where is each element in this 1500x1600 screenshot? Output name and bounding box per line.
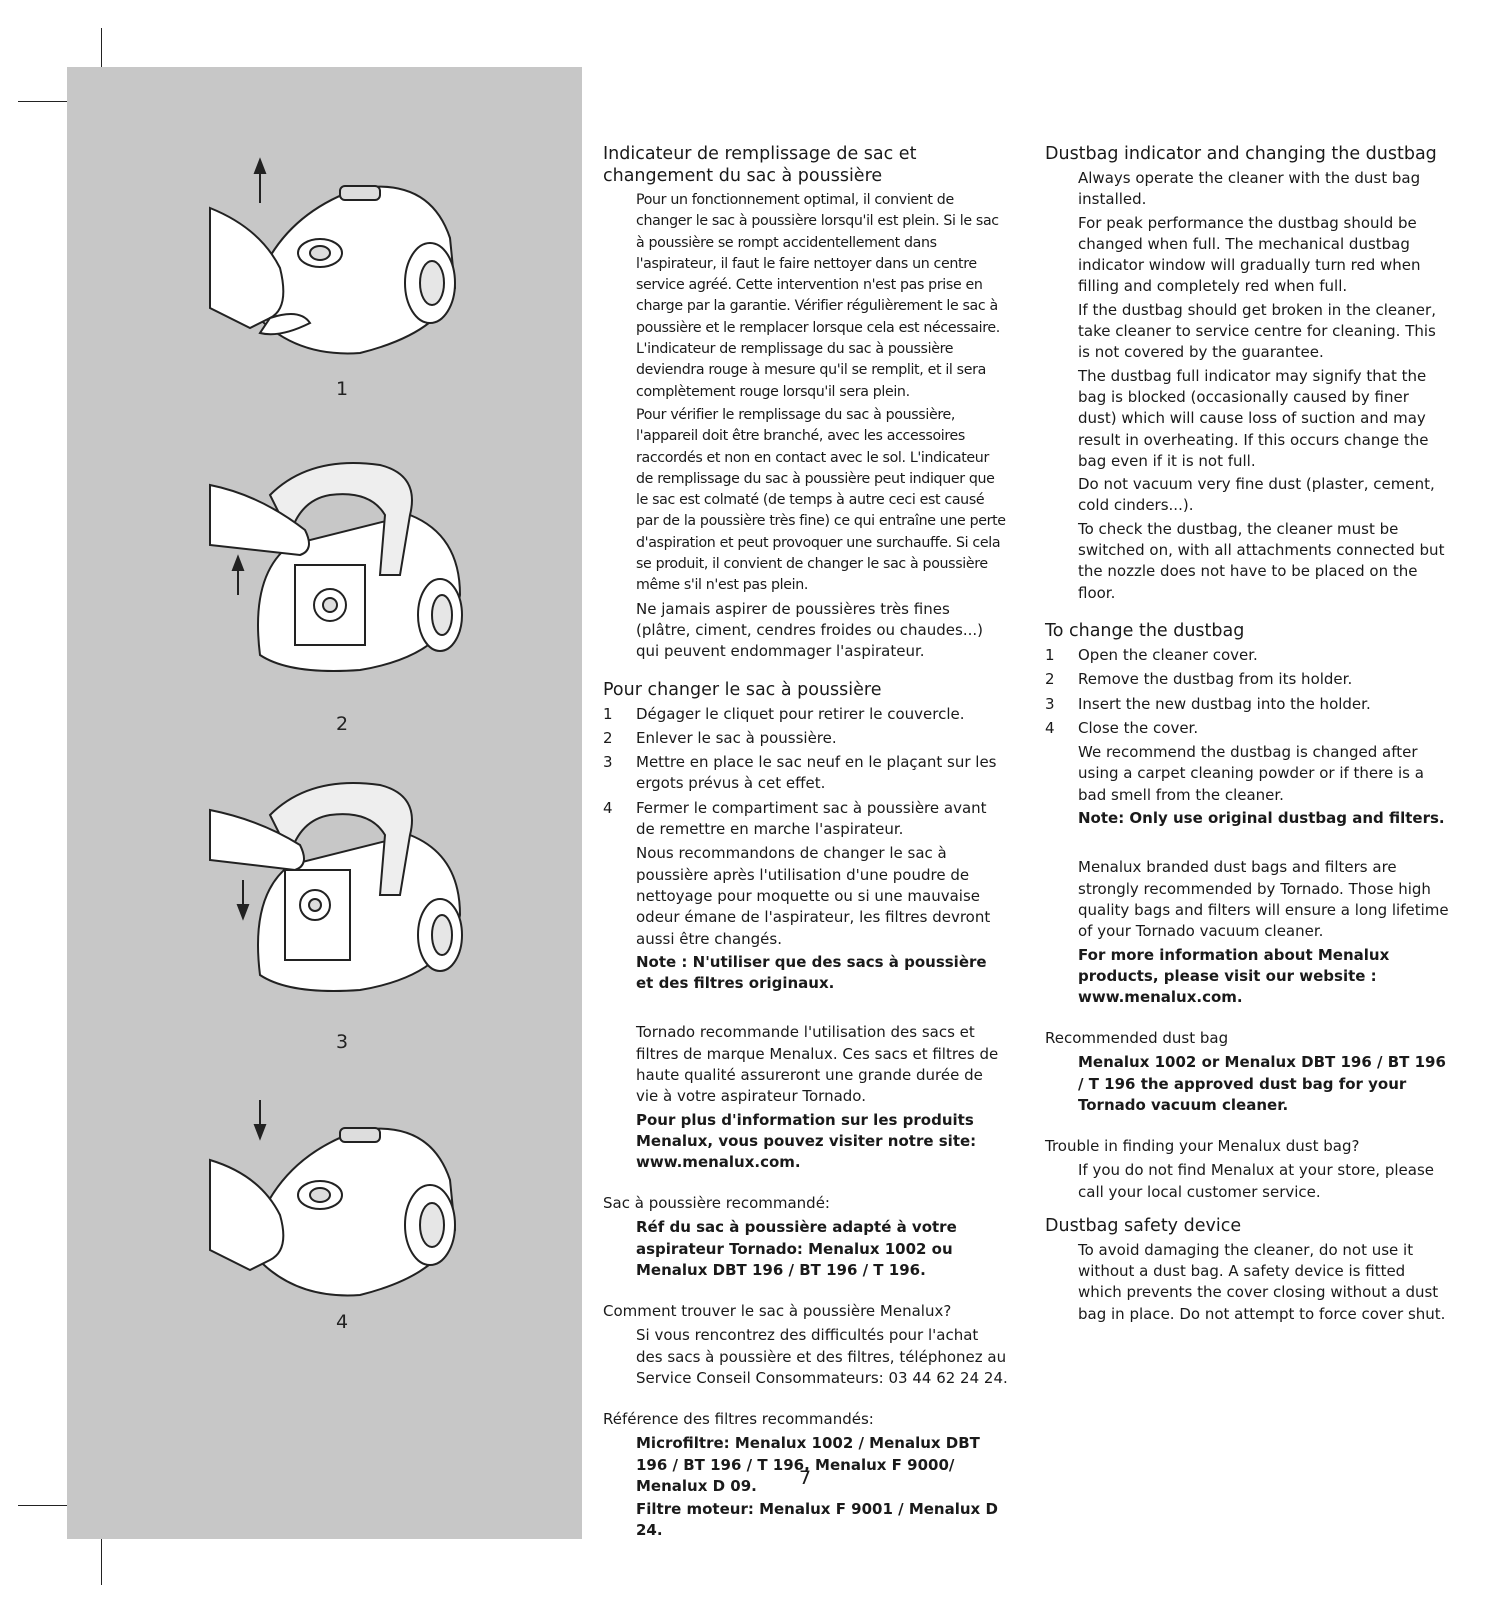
website-note: For more information about Menalux products, please visit our website : www.menalux.com. (1078, 945, 1390, 1007)
figure-1-illustration (210, 158, 470, 388)
step-text: Enlever le sac à poussière. (636, 728, 837, 747)
paragraph: The dustbag full indicator may signify that the bag is blocked (occasionally caused by finer dust) which will cause loss of suction and may result in overheating. If this occurs change the bag even if it is not full. (1078, 366, 1429, 470)
paragraph: Pour un fonctionnement optimal, il convient de changer le sac à poussière lorsqu'il est plein. Si le sac à poussière se rompt accidentellement dans l'aspirateur, il faut le faire nettoyer dans un centre service agréé. Cette intervention n'est pas prise en charge par la garantie. Vérifier régulièrement le sac à poussière et le remplacer lorsque cela est nécessaire. L'indicateur de remplissage du sac à poussière deviendra rouge à mesure qu'il se remplit, et il sera complètement rouge lorsqu'il sera plein. (636, 192, 1000, 400)
page-number: 7 (798, 1467, 812, 1489)
note: Note : N'utiliser que des sacs à poussière et des filtres originaux. (636, 952, 987, 993)
section-heading: Dustbag indicator and changing the dustbag (1045, 144, 1437, 164)
paragraph: To avoid damaging the cleaner, do not use it without a dust bag. A safety device is fitted which prevents the cover closing without a dust bag in place. Do not attempt to force cover shut. (1078, 1240, 1446, 1323)
step-item (603, 704, 1008, 725)
step-item (603, 798, 1008, 841)
step-number: 2 (603, 728, 613, 747)
step-item (1045, 694, 1450, 715)
paragraph: Microfiltre: Menalux 1002 / Menalux DBT 196 / BT 196 / T 196, Menalux F 9000/ Menalux D 09. (636, 1434, 980, 1495)
paragraph: If you do not find Menalux at your store, please call your local customer service. (1078, 1161, 1435, 1201)
step-number: 3 (1045, 694, 1055, 713)
figure-2-number: 2 (335, 713, 349, 735)
french-column (603, 143, 1008, 1544)
paragraph: If the dustbag should get broken in the cleaner, take cleaner to service centre for cleaning. This is not covered by the guarantee. (1078, 300, 1436, 362)
step-text: Open the cleaner cover. (1078, 645, 1258, 664)
step-text: Insert the new dustbag into the holder. (1078, 694, 1371, 713)
note: Note: Only use original dustbag and filters. (1078, 809, 1445, 828)
paragraph: Pour vérifier le remplissage du sac à poussière, l'appareil doit être branché, avec les accessoires raccordés et non en contact avec le sol. L'indicateur de remplissage du sac à poussière peut indiquer que le sac est colmaté (de temps à autre ceci est causé par de la poussière très fine) ce qui entraîne une perte d'aspiration et peut provoquer une surchauffe. Si cela se produit, il convient de changer le sac à poussière même s'il n'est pas plein. (636, 406, 1006, 594)
paragraph: Menalux branded dust bags and filters are strongly recommended by Tornado. Those high quality bags and filters will ensure a long lifetime of your Tornado vacuum cleaner. (1078, 858, 1449, 941)
paragraph: We recommend the dustbag is changed after using a carpet cleaning powder or if there is a bad smell from the cleaner. (1078, 743, 1424, 804)
paragraph: Nous recommandons de changer le sac à poussière après l'utilisation d'une poudre de nettoyage pour moquette ou si une mauvaise odeur émane de l'aspirateur, les filtres devront aussi être changés. (636, 844, 991, 948)
section-heading: Dustbag safety device (1045, 1215, 1242, 1236)
paragraph: Menalux 1002 or Menalux DBT 196 / BT 196 / T 196 the approved dust bag for your Tornado vacuum cleaner. (1078, 1053, 1446, 1114)
paragraph: Filtre moteur: Menalux F 9001 / Menalux D 24. (636, 1500, 998, 1540)
figure-2-illustration (210, 455, 470, 685)
subheading: Comment trouver le sac à poussière Menalux? (603, 1302, 952, 1321)
step-number: 3 (603, 753, 613, 772)
paragraph: Ne jamais aspirer de poussières très fines (plâtre, ciment, cendres froides ou chaudes...) qui peuvent endommager l'aspirateur. (636, 599, 983, 661)
figure-4-illustration (210, 1100, 470, 1330)
step-item (603, 752, 1008, 795)
paragraph: Tornado recommande l'utilisation des sacs et filtres de marque Menalux. Ces sacs et filtres de haute qualité assureront une grande durée de vie à votre aspirateur Tornado. (636, 1023, 999, 1106)
paragraph: To check the dustbag, the cleaner must be switched on, with all attachments connected but the nozzle does not have to be placed on the floor. (1078, 519, 1445, 602)
website-note: Pour plus d'information sur les produits Menalux, vous pouvez visiter notre site: www.menalux.com. (636, 1110, 977, 1172)
step-number: 2 (1045, 670, 1055, 689)
vacuum-cleaner-open-illustration (210, 455, 470, 685)
vacuum-cleaner-illustration (210, 1100, 470, 1330)
step-item (1045, 718, 1450, 739)
subheading: Recommended dust bag (1045, 1029, 1229, 1048)
subheading: Sac à poussière recommandé: (603, 1194, 830, 1213)
paragraph: Always operate the cleaner with the dust bag installed. (1078, 169, 1421, 209)
figure-3-number: 3 (335, 1031, 349, 1053)
paragraph: For peak performance the dustbag should be changed when full. The mechanical dustbag indicator window will gradually turn red when filling and completely red when full. (1078, 213, 1421, 296)
step-number: 1 (1045, 645, 1055, 664)
arrow-up-icon (233, 557, 243, 595)
figure-4-number: 4 (335, 1311, 349, 1333)
step-number: 4 (603, 798, 613, 817)
paragraph: Si vous rencontrez des difficultés pour l'achat des sacs à poussière et des filtres, téléphonez au Service Conseil Consommateurs: 03 44 62 24 24. (636, 1326, 1008, 1387)
arrow-down-icon (255, 1100, 265, 1138)
section-heading: To change the dustbag (1045, 620, 1245, 641)
arrow-up-icon (255, 160, 265, 203)
step-item (1045, 669, 1450, 690)
step-item (603, 728, 1008, 749)
paragraph: Réf du sac à poussière adapté à votre aspirateur Tornado: Menalux 1002 ou Menalux DBT 196 / BT 196 / T 196. (636, 1218, 957, 1280)
subheading: Référence des filtres recommandés: (603, 1410, 874, 1429)
step-number: 1 (603, 704, 613, 723)
step-number: 4 (1045, 718, 1055, 737)
subheading: Trouble in finding your Menalux dust bag? (1045, 1137, 1360, 1156)
step-item (1045, 645, 1450, 666)
figure-3-illustration (210, 775, 470, 1005)
english-column (1045, 143, 1450, 1327)
step-text: Mettre en place le sac neuf en le plaçant sur les ergots prévus à cet effet. (636, 753, 997, 793)
paragraph: Do not vacuum very fine dust (plaster, cement, cold cinders...). (1078, 475, 1435, 515)
vacuum-cleaner-illustration (210, 158, 470, 388)
section-heading: Indicateur de remplissage de sac et changement du sac à poussière (603, 144, 917, 186)
step-text: Dégager le cliquet pour retirer le couvercle. (636, 704, 965, 723)
step-text: Fermer le compartiment sac à poussière avant de remettre en marche l'aspirateur. (636, 798, 987, 839)
arrow-down-icon (238, 880, 248, 918)
step-text: Close the cover. (1078, 718, 1199, 737)
section-heading: Pour changer le sac à poussière (603, 679, 882, 700)
vacuum-cleaner-open-illustration (210, 775, 470, 1005)
figure-1-number: 1 (335, 378, 349, 400)
step-text: Remove the dustbag from its holder. (1078, 670, 1353, 689)
